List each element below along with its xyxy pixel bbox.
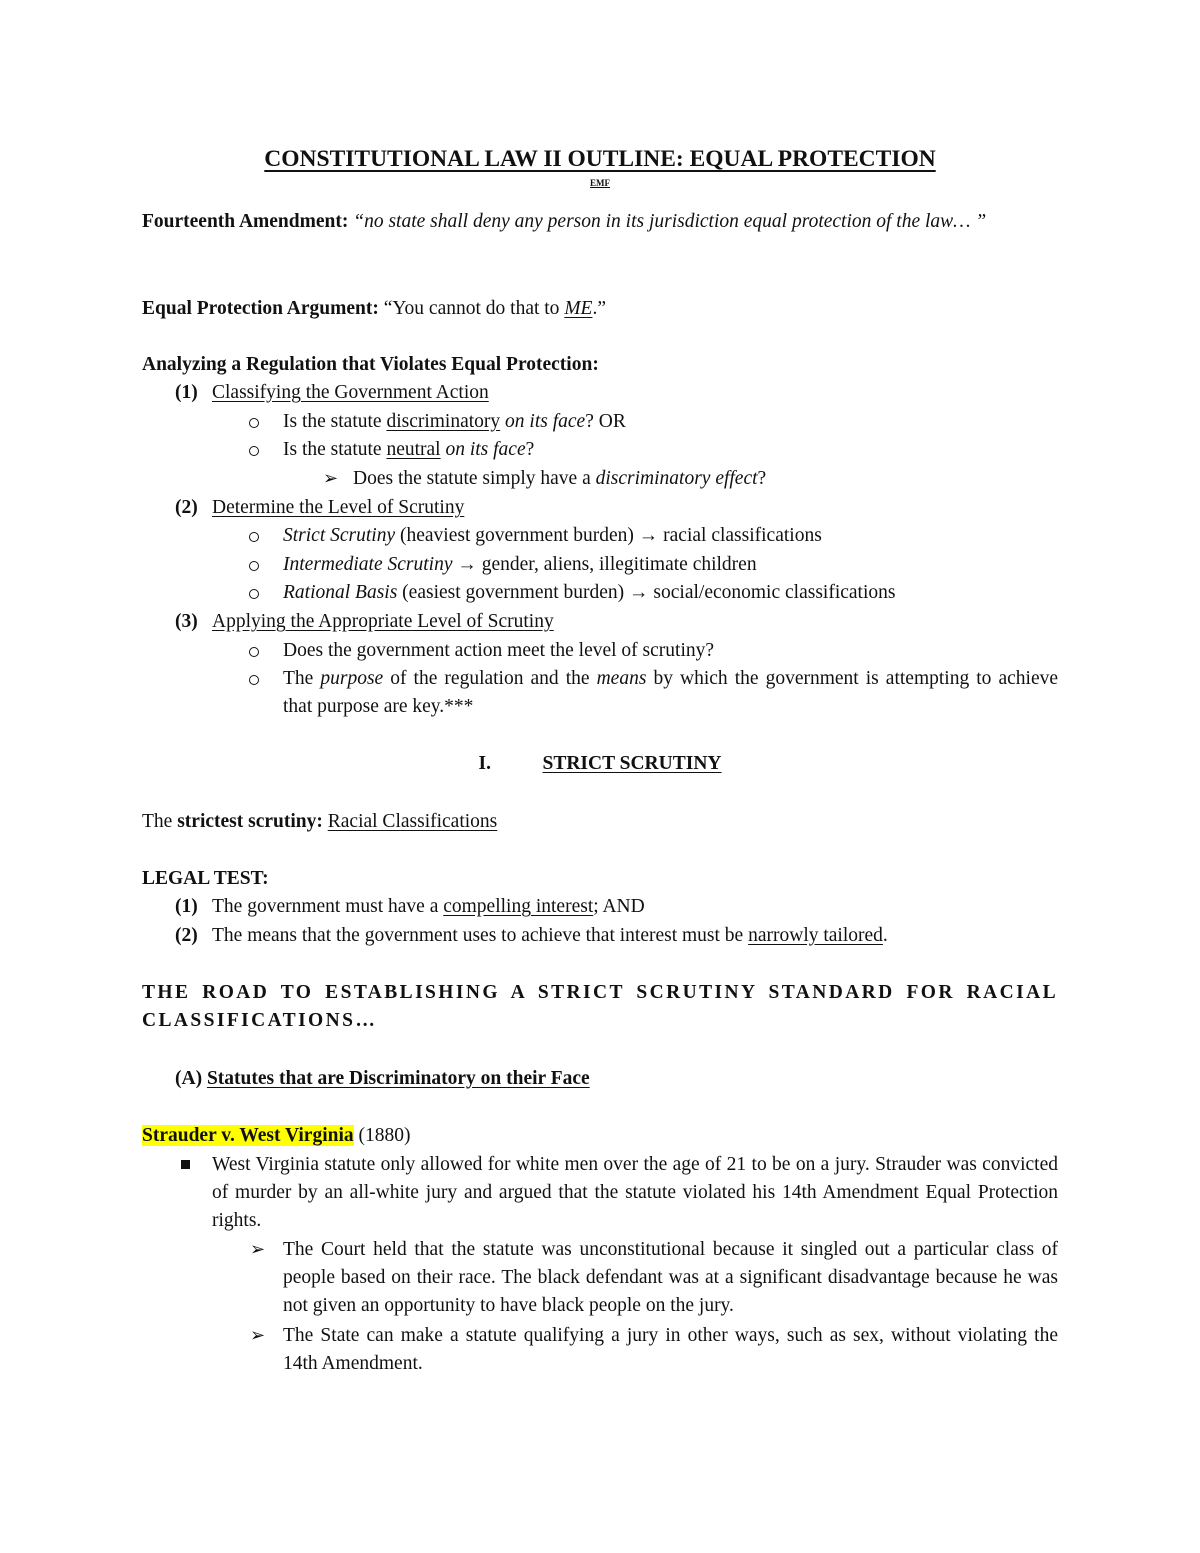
step-3-label: Applying the Appropriate Level of Scrutiny	[212, 611, 554, 632]
author-initials: EMF	[590, 178, 610, 188]
ep-argument-me: ME	[564, 298, 593, 319]
hollow-bullet-icon	[249, 647, 259, 657]
step-3	[175, 608, 554, 636]
step-3-item-1: Does the government action meet the level of scrutiny?	[283, 640, 715, 661]
step-1-subitem-italic: discriminatory effect	[595, 468, 758, 489]
step-2-item-1-italic: Strict Scrutiny	[283, 525, 396, 546]
hollow-bullet-icon	[249, 532, 259, 542]
case-holding-2: The State can make a statute qualifying a jury in other ways, such as sex, without violating the 14th Amendment.	[283, 1325, 1058, 1374]
case-year: (1880)	[353, 1125, 411, 1146]
strictest-bold: strictest scrutiny:	[177, 811, 323, 832]
case-holding-1: The Court held that the statute was unconstitutional because it singled out a particular class of people based on their race. The black defendant was at a significant disadvantage because he was not given an opportunity to have black people on the jury.	[283, 1239, 1058, 1316]
step-1-label: Classifying the Government Action	[212, 382, 489, 403]
strictest-underlined: Racial Classifications	[327, 811, 498, 832]
step-1-item-1-underlined: discriminatory	[386, 411, 501, 432]
step-3-item-2	[283, 665, 1058, 721]
ep-argument-line	[142, 295, 606, 323]
step-3-item-2-purpose: purpose	[320, 668, 384, 689]
hollow-bullet-icon	[249, 675, 259, 685]
step-1	[175, 379, 489, 407]
legal-test-item-2	[175, 922, 888, 950]
fourteenth-label: Fourteenth Amendment:	[142, 211, 349, 232]
subsection-a-heading	[175, 1065, 590, 1093]
step-1-item-1-italic: on its face	[500, 411, 586, 432]
ep-argument-pre: “You cannot do that to	[378, 298, 565, 319]
legal-test-item-1-number: (1)	[175, 896, 198, 917]
analyzing-heading: Analyzing a Regulation that Violates Equal Protection:	[142, 354, 599, 375]
section-heading	[0, 750, 1200, 778]
step-2	[175, 494, 464, 522]
step-3-item-2-p3: by which the government is attempting to achieve that purpose are key.***	[283, 668, 1058, 717]
hollow-bullet-icon	[249, 446, 259, 456]
step-1-item-2-underlined: neutral	[386, 439, 441, 460]
arrow-bullet-icon: ➢	[250, 1239, 266, 1259]
step-1-item-1	[283, 408, 626, 436]
arrow-bullet-icon: ➢	[323, 468, 339, 488]
step-2-label: Determine the Level of Scrutiny	[212, 497, 465, 518]
step-2-item-3-post: (easiest government burden) → social/economic classifications	[397, 582, 896, 603]
step-2-item-1	[283, 522, 822, 550]
legal-test-item-2-underlined: narrowly tailored	[748, 925, 883, 946]
fourteenth-quote: “no state shall deny any person in its jurisdiction equal protection of the law… ”	[353, 211, 987, 232]
case-facts: West Virginia statute only allowed for white men over the age of 21 to be on a jury. Strauder was convicted of murder by an all-white jury and argued that the statute violated his 14th Amendment Equal Protection rights.	[212, 1154, 1058, 1231]
hollow-bullet-icon	[249, 561, 259, 571]
legal-test-item-1-pre: The government must have a	[212, 896, 444, 917]
case-name: Strauder v. West Virginia	[142, 1125, 354, 1146]
section-roman-numeral: I.	[478, 753, 491, 774]
legal-test-item-2-pre: The means that the government uses to achieve that interest must be	[212, 925, 749, 946]
step-2-item-2-post: → gender, aliens, illegitimate children	[452, 554, 757, 575]
step-2-item-3	[283, 579, 895, 607]
step-1-subitem-post: ?	[757, 468, 767, 489]
ep-argument-post: .”	[592, 298, 606, 319]
subsection-a-number: (A)	[175, 1068, 203, 1089]
step-2-item-3-italic: Rational Basis	[283, 582, 398, 603]
step-1-item-2	[283, 436, 534, 464]
ep-argument-label: Equal Protection Argument:	[142, 298, 379, 319]
legal-test-item-2-post: .	[882, 925, 888, 946]
road-heading: THE ROAD TO ESTABLISHING A STRICT SCRUTINY STANDARD FOR RACIAL CLASSIFICATIONS…	[142, 982, 1058, 1031]
step-2-number: (2)	[175, 497, 198, 518]
step-1-number: (1)	[175, 382, 198, 403]
step-1-item-2-post: ?	[525, 439, 535, 460]
subsection-a-title: Statutes that are Discriminatory on their Face	[206, 1068, 590, 1089]
fourteenth-amendment-paragraph	[142, 208, 1058, 236]
case-heading	[142, 1122, 411, 1150]
step-2-item-1-post: (heaviest government burden) → racial classifications	[395, 525, 822, 546]
step-3-item-2-p1: The	[283, 668, 321, 689]
strictest-pre: The	[142, 811, 178, 832]
step-2-item-2	[283, 551, 757, 579]
legal-test-item-2-number: (2)	[175, 925, 198, 946]
step-3-item-2-p2: of the regulation and the	[383, 668, 597, 689]
section-title: STRICT SCRUTINY	[542, 753, 722, 774]
step-1-item-2-italic: on its face	[440, 439, 526, 460]
step-1-item-1-post: ? OR	[585, 411, 626, 432]
legal-test-item-1-underlined: compelling interest	[443, 896, 594, 917]
arrow-bullet-icon: ➢	[250, 1325, 266, 1345]
legal-test-item-1-post: ; AND	[593, 896, 645, 917]
legal-test-item-1	[175, 893, 645, 921]
step-1-subitem	[353, 465, 766, 493]
hollow-bullet-icon	[249, 589, 259, 599]
square-bullet-icon	[181, 1160, 190, 1169]
step-1-item-1-pre: Is the statute	[283, 411, 387, 432]
step-1-item-2-pre: Is the statute	[283, 439, 387, 460]
hollow-bullet-icon	[249, 418, 259, 428]
page-title: CONSTITUTIONAL LAW II OUTLINE: EQUAL PROTECTION	[264, 146, 936, 172]
step-3-item-2-means: means	[596, 668, 647, 689]
step-2-item-2-italic: Intermediate Scrutiny	[283, 554, 453, 575]
legal-test-heading: LEGAL TEST:	[142, 868, 269, 889]
step-1-subitem-pre: Does the statute simply have a	[353, 468, 596, 489]
step-3-number: (3)	[175, 611, 198, 632]
strictest-scrutiny-line	[142, 808, 497, 836]
